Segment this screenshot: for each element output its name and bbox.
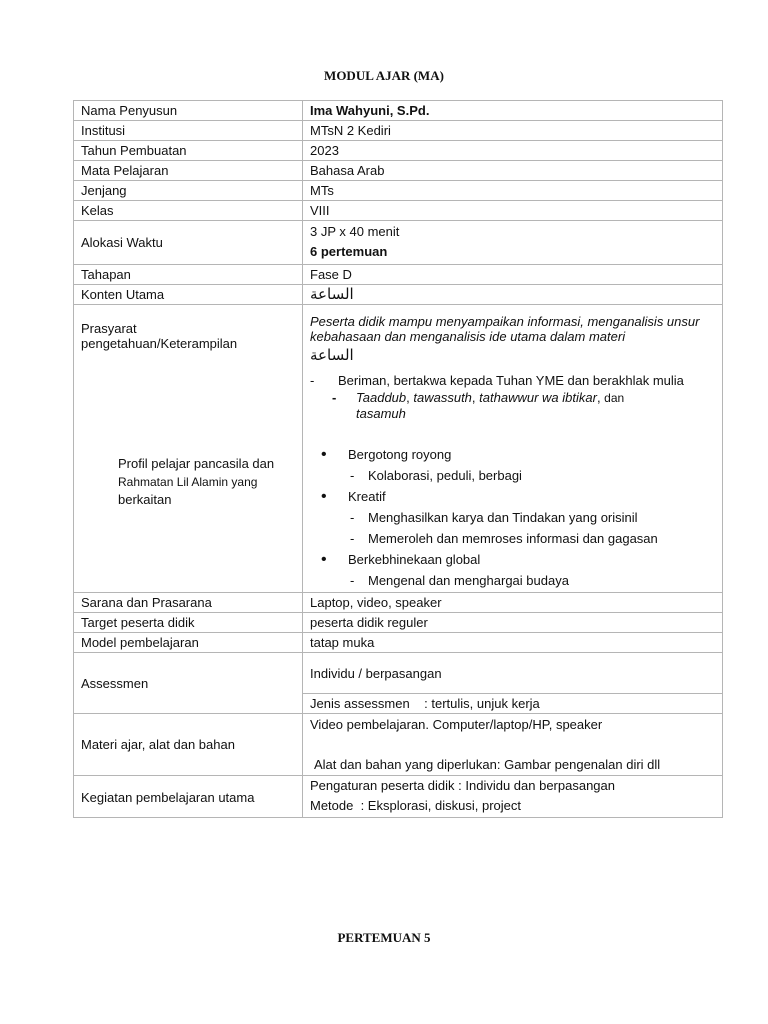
tasamuh-text: tasamuh [356, 406, 406, 421]
target-value: peserta didik reguler [303, 613, 723, 633]
institusi-label: Institusi [74, 121, 303, 141]
alokasi-value-cell [303, 221, 723, 265]
prasyarat-text: Peserta didik mampu menyampaikan informasi, menganalisis unsur kebahasaan dan menganalisis ide utama dalam materi [310, 314, 700, 344]
assessmen-label: Assessmen [74, 653, 303, 714]
model-label: Model pembelajaran [74, 633, 303, 653]
table-row [74, 776, 723, 818]
table-row [74, 221, 723, 265]
table-row [74, 366, 723, 593]
materi-value-cell [303, 714, 723, 776]
sarana-value: Laptop, video, speaker [303, 593, 723, 613]
list-item: - Kolaborasi, peduli, berbagi [310, 465, 715, 486]
konten-value-cell [303, 285, 723, 305]
profil-label-line1: Profil pelajar pancasila dan [118, 456, 275, 471]
tahapan-label: Tahapan [74, 265, 303, 285]
assessmen-value1: Individu / berpasangan [303, 653, 723, 694]
assessmen-value2: Jenis assessmen : tertulis, unjuk kerja [303, 694, 723, 714]
table-row [74, 161, 723, 181]
tathawwur-text: tathawwur wa ibtikar [479, 390, 597, 405]
list-item: - Memeroleh dan memroses informasi dan gagasan [310, 528, 715, 549]
materi-value1: Video pembelajaran. Computer/laptop/HP, speaker [310, 717, 603, 732]
table-row [74, 613, 723, 633]
list-item: - Taaddub, tawassuth, tathawwur wa ibtikar, dan tasamuh [310, 390, 715, 422]
profil-label-line2: Rahmatan Lil Alamin yang [118, 475, 258, 489]
module-info-table [73, 100, 723, 818]
list-item: - Mengenal dan menghargai budaya [310, 570, 715, 591]
prasyarat-arabic: الساعة [310, 346, 354, 364]
table-row [74, 305, 723, 367]
table-row [74, 181, 723, 201]
table-row [74, 201, 723, 221]
alokasi-label: Alokasi Waktu [74, 221, 303, 265]
table-row [74, 653, 723, 694]
table-row [74, 593, 723, 613]
model-value: tatap muka [303, 633, 723, 653]
table-row [74, 265, 723, 285]
table-row [74, 141, 723, 161]
konten-label: Konten Utama [74, 285, 303, 305]
target-label: Target peserta didik [74, 613, 303, 633]
kelas-value: VIII [303, 201, 723, 221]
list-item: - Beriman, bertakwa kepada Tuhan YME dan berakhlak mulia [310, 372, 715, 390]
table-row [74, 101, 723, 121]
kegiatan-value2: Metode : Eksplorasi, diskusi, project [310, 798, 521, 813]
materi-value2: Alat dan bahan yang diperlukan: Gambar pengenalan diri dll [314, 757, 661, 772]
dan-text: dan [604, 391, 625, 405]
alokasi-pertemuan: 6 pertemuan [310, 244, 388, 259]
list-item: • Bergotong royong [310, 444, 715, 465]
profil-value-cell [303, 366, 723, 593]
institusi-value: MTsN 2 Kediri [303, 121, 723, 141]
profil-label-line3: berkaitan [118, 492, 172, 507]
tahapan-value: Fase D [303, 265, 723, 285]
jenjang-label: Jenjang [74, 181, 303, 201]
table-row [74, 633, 723, 653]
penyusun-value: Ima Wahyuni, S.Pd. [303, 101, 723, 121]
tawassuth-text: tawassuth [413, 390, 472, 405]
kelas-label: Kelas [74, 201, 303, 221]
dash-marker: - [332, 390, 337, 405]
konten-value: الساعة [310, 285, 354, 303]
jenjang-value: MTs [303, 181, 723, 201]
sarana-label: Sarana dan Prasarana [74, 593, 303, 613]
list-item: • Berkebhinekaan global [310, 549, 715, 570]
tahun-label: Tahun Pembuatan [74, 141, 303, 161]
list-item: • Kreatif [310, 486, 715, 507]
alokasi-jp: 3 JP x 40 menit [310, 224, 400, 239]
kegiatan-value-cell [303, 776, 723, 818]
table-row [74, 285, 723, 305]
materi-label: Materi ajar, alat dan bahan [74, 714, 303, 776]
list-item: - Menghasilkan karya dan Tindakan yang orisinil [310, 507, 715, 528]
prasyarat-value-cell [303, 305, 723, 367]
penyusun-label: Nama Penyusun [74, 101, 303, 121]
taaddub-text: Taaddub [356, 390, 407, 405]
document-title: MODUL AJAR (MA) [324, 68, 444, 83]
profil-label [74, 366, 303, 593]
kegiatan-value1: Pengaturan peserta didik : Individu dan berpasangan [310, 778, 615, 793]
prasyarat-label: Prasyarat pengetahuan/Keterampilan [74, 305, 303, 367]
mapel-label: Mata Pelajaran [74, 161, 303, 181]
table-row [74, 121, 723, 141]
meeting-heading: PERTEMUAN 5 [337, 930, 431, 945]
tahun-value: 2023 [303, 141, 723, 161]
table-row [74, 714, 723, 776]
mapel-value: Bahasa Arab [303, 161, 723, 181]
kegiatan-label: Kegiatan pembelajaran utama [74, 776, 303, 818]
